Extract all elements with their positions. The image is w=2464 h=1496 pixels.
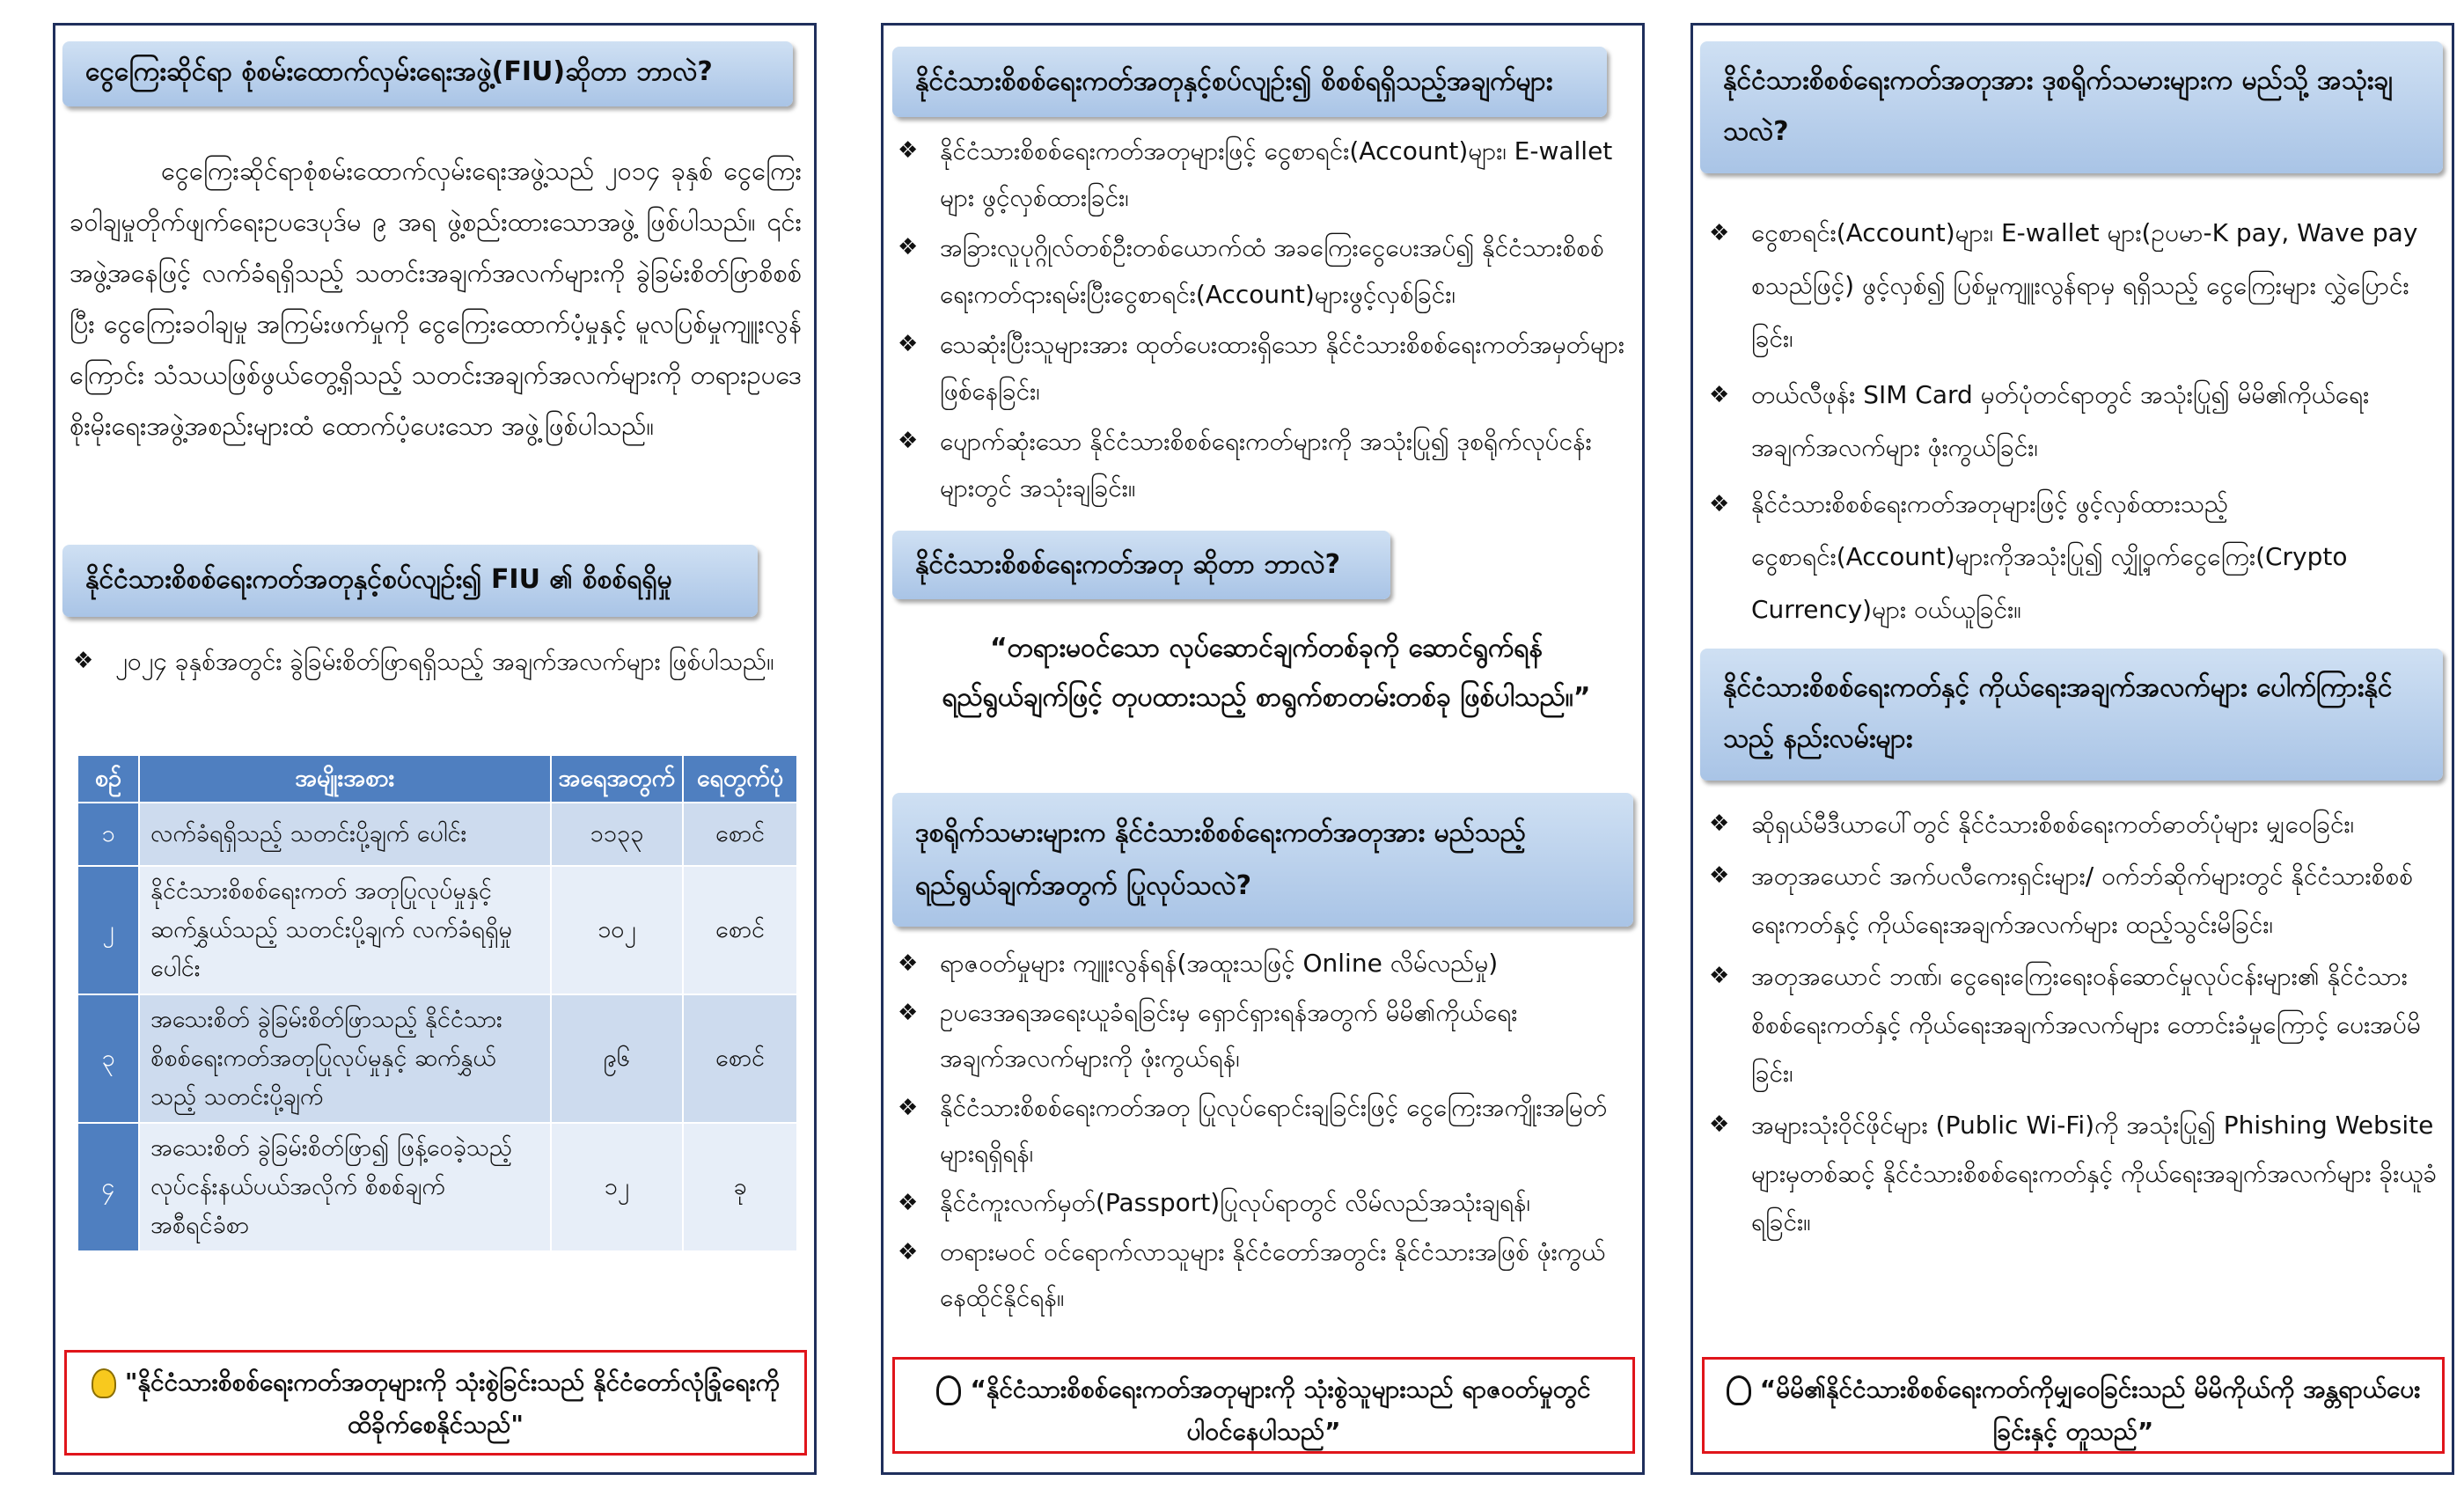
- tip-text: “မိမိ၏နိုင်ငံသားစိစစ်ရေးကတ်ကိုမျှဝေခြင်းသည် မိမိကိုယ်ကို အန္တရာယ်ပေးခြင်းနှင့် တူသည်”: [1759, 1375, 2421, 1446]
- list-item: ❖ အများသုံးဝိုင်ဖိုင်များ (Public Wi-Fi)ကို အသုံးပြု၍ Phishing Website များမှတစ်ဆင့် နိုင်ငံသားစိစစ်ရေးကတ်နှင့် ကိုယ်ရေးအချက်အလက်များ ခိုးယူခံရခြင်း။: [1705, 1101, 2441, 1246]
- row-count: ၉၆: [551, 994, 683, 1123]
- heading-how-criminals-use: နိုင်ငံသားစိစစ်ရေးကတ်အတုအား ဒုစရိုက်သမားများက မည်သို့ အသုံးချသလဲ?: [1700, 41, 2443, 173]
- findings-list: [894, 128, 1624, 515]
- row-type: နိုင်ငံသားစိစစ်ရေးကတ် အတုပြုလုပ်မှုနှင့်ဆက်နွှယ်သည့် သတင်းပို့ချက် လက်ခံရရှိမှုပေါင်း: [139, 866, 551, 994]
- list-item: ❖ နိုင်ငံသားစိစစ်ရေးကတ်အတုများဖြင့် ဖွင့်လှစ်ထားသည့် ငွေစာရင်း(Account)များကိုအသုံးပြု၍ လျှို့ဝှက်ငွေကြေး(Crypto Currency)များ ဝယ်ယူခြင်း။: [1705, 478, 2441, 636]
- tip-text: “နိုင်ငံသားစိစစ်ရေးကတ်အတုများကို သုံးစွဲသူများသည် ရာဇဝတ်မှုတွင် ပါဝင်နေပါသည်”: [970, 1375, 1591, 1446]
- col-header-no: စဉ်: [77, 755, 139, 803]
- list-item: ❖ နိုင်ငံကူးလက်မှတ်(Passport)ပြုလုပ်ရာတွင် လိမ်လည်အသုံးချရန်၊: [894, 1180, 1624, 1226]
- row-unit: ခု: [683, 1123, 797, 1251]
- tip-box: [892, 1357, 1635, 1454]
- heading-leak-methods: နိုင်ငံသားစိစစ်ရေးကတ်နှင့် ကိုယ်ရေးအချက်အလက်များ ပေါက်ကြားနိုင်သည့် နည်းလမ်းများ: [1700, 649, 2443, 781]
- list-item: ❖ အခြားလူပုဂ္ဂိုလ်တစ်ဦးတစ်ယောက်ထံ အခကြေးငွေပေးအပ်၍ နိုင်ငံသားစိစစ်ရေးကတ်၎ားရမ်းပြီးငွေစာရင်း(Account)များဖွင့်လှစ်ခြင်း၊: [894, 224, 1624, 318]
- table-header-row: [77, 755, 797, 803]
- list-item: ❖ ပျောက်ဆုံးသော နိုင်ငံသားစိစစ်ရေးကတ်များကို အသုံးပြု၍ ဒုစရိုက်လုပ်ငန်းများတွင် အသုံးချခြင်း။: [894, 418, 1624, 511]
- heading-findings: နိုင်ငံသားစိစစ်ရေးကတ်အတုနှင့်စပ်လျဉ်း၍ စိစစ်ရရှိသည့်အချက်များ: [892, 47, 1607, 117]
- heading-what-is-fiu: ငွေကြေးဆိုင်ရာ စုံစမ်းထောက်လှမ်းရေးအဖွဲ့(FIU)ဆိုတာ ဘာလဲ?: [62, 41, 793, 106]
- table-row: [77, 1123, 797, 1251]
- list-item: ❖ ၂၀၂၄ ခုနှစ်အတွင်း ခွဲခြမ်းစိတ်ဖြာရရှိသည့် အချက်အလက်များ ဖြစ်ပါသည်။: [70, 638, 802, 685]
- col-header-type: အမျိုးအစား: [139, 755, 551, 803]
- heading-purposes: ဒုစရိုက်သမားများက နိုင်ငံသားစိစစ်ရေးကတ်အတုအား မည်သည့်ရည်ရွယ်ချက်အတွက် ပြုလုပ်သလဲ?: [892, 793, 1633, 927]
- list-item: ❖ နိုင်ငံသားစိစစ်ရေးကတ်အတု ပြုလုပ်ရောင်းချခြင်းဖြင့် ငွေကြေးအကျိုးအမြတ်များရရှိရန်၊: [894, 1085, 1624, 1177]
- row-no: ၂: [77, 866, 139, 994]
- row-count: ၁၀၂: [551, 866, 683, 994]
- heading-what-is-fake-id: နိုင်ငံသားစိစစ်ရေးကတ်အတု ဆိုတာ ဘာလဲ?: [892, 531, 1390, 599]
- lightbulb-icon: [936, 1375, 961, 1405]
- list-item: ❖ ရာဇဝတ်မှုများ ကျူးလွန်ရန်(အထူးသဖြင့် Online လိမ်လည်မှု): [894, 941, 1624, 986]
- list-item: ❖ နိုင်ငံသားစိစစ်ရေးကတ်အတုများဖြင့် ငွေစာရင်း(Account)များ၊ E-wallet များ ဖွင့်လှစ်ထားခြင်း၊: [894, 128, 1624, 221]
- row-type: အသေးစိတ် ခွဲခြမ်းစိတ်ဖြာသည့် နိုင်ငံသားစိစစ်ရေးကတ်အတုပြုလုပ်မှုနှင့် ဆက်နွှယ်သည့် သတင်းပို့ချက်: [139, 994, 551, 1123]
- list-item: ❖ ငွေစာရင်း(Account)များ၊ E-wallet များ(ဥပမာ-K pay, Wave pay စသည်ဖြင့်) ဖွင့်လှစ်၍ ပြစ်မှုကျူးလွန်ရာမှ ရရှိသည့် ငွေကြေးများ လွှဲပြောင်းခြင်း၊: [1705, 207, 2441, 365]
- findings-table: [77, 754, 798, 1252]
- list-item: ❖ အတုအယောင် အက်ပလီကေးရှင်းများ/ ဝက်ဘ်ဆိုက်များတွင် နိုင်ငံသားစိစစ်ရေးကတ်နှင့် ကိုယ်ရေးအချက်အလက်များ ထည့်သွင်းမိခြင်း၊: [1705, 852, 2441, 949]
- row-type: လက်ခံရရှိသည့် သတင်းပို့ချက် ပေါင်း: [139, 803, 551, 866]
- tip-text: "နိုင်ငံသားစိစစ်ရေးကတ်အတုများကို သုံးစွဲခြင်းသည် နိုင်ငံတော်လုံခြုံရေးကို ထိခိုက်စေနိုင်သည်": [124, 1368, 781, 1439]
- table-row: [77, 994, 797, 1123]
- table-row: [77, 803, 797, 866]
- list-item: ❖ ဥပဒေအရအရေးယူခံရခြင်းမှ ရှောင်ရှားရန်အတွက် မိမိ၏ကိုယ်ရေးအချက်အလက်များကို ဖုံးကွယ်ရန်၊: [894, 990, 1624, 1082]
- list-item: ❖ တရားမဝင် ဝင်ရောက်လာသူများ နိုင်ငံတော်အတွင်း နိုင်ငံသားအဖြစ် ဖုံးကွယ်နေထိုင်နိုင်ရန်။: [894, 1229, 1624, 1321]
- usage-list: [1705, 207, 2441, 640]
- row-count: ၁၁၃၃: [551, 803, 683, 866]
- row-unit: စောင်: [683, 994, 797, 1123]
- row-no: ၁: [77, 803, 139, 866]
- panel-fiu: [53, 23, 817, 1475]
- lightbulb-icon: [92, 1368, 116, 1398]
- fiu-intro-paragraph: ငွေကြေးဆိုင်ရာစုံစမ်းထောက်လှမ်းရေးအဖွဲ့သည် ၂၀၁၄ ခုနှစ် ငွေကြေးခဝါချမှုတိုက်ဖျက်ရေးဥပဒေပုဒ်မ ၉ အရ ဖွဲ့စည်းထားသောအဖွဲ့ ဖြစ်ပါသည်။ ၎င်းအဖွဲ့အနေဖြင့် လက်ခံရရှိသည့် သတင်းအချက်အလက်များကို ခွဲခြမ်းစိတ်ဖြာစိစစ်ပြီး ငွေကြေးခဝါချမှု အကြမ်းဖက်မှုကို ငွေကြေးထောက်ပံ့မှုနှင့် မူလပြစ်မှုကျူးလွန်ကြောင်း သံသယဖြစ်ဖွယ်တွေ့ရှိသည့် သတင်းအချက်အလက်များကို တရားဥပဒေစိုးမိုးရေးအဖွဲ့အစည်းများထံ ထောက်ပံ့ပေးသော အဖွဲ့ဖြစ်ပါသည်။: [70, 156, 802, 441]
- list-item: ❖ အတုအယောင် ဘဏ်၊ ငွေရေးကြေးရေးဝန်ဆောင်မှုလုပ်ငန်းများ၏ နိုင်ငံသားစိစစ်ရေးကတ်နှင့် ကိုယ်ရေးအချက်အလက်များ တောင်းခံမှုကြောင့် ပေးအပ်မိခြင်း၊: [1705, 952, 2441, 1097]
- row-no: ၄: [77, 1123, 139, 1251]
- list-item: ❖ သေဆုံးပြီးသူများအား ထုတ်ပေးထားရှိသော နိုင်ငံသားစိစစ်ရေးကတ်အမှတ်များဖြစ်နေခြင်း၊: [894, 321, 1624, 414]
- purposes-list: [894, 941, 1624, 1324]
- lightbulb-icon: [1727, 1375, 1751, 1405]
- row-count: ၁၂: [551, 1123, 683, 1251]
- row-unit: စောင်: [683, 803, 797, 866]
- col-header-unit: ရေတွက်ပုံ: [683, 755, 797, 803]
- panel-findings: [881, 23, 1645, 1475]
- tip-box: [1702, 1357, 2445, 1454]
- row-no: ၃: [77, 994, 139, 1123]
- heading-fiu-findings: နိုင်ငံသားစိစစ်ရေးကတ်အတုနှင့်စပ်လျဉ်း၍ FIU ၏ စိစစ်ရရှိမှု: [62, 545, 758, 617]
- row-type: အသေးစိတ် ခွဲခြမ်းစိတ်ဖြာ၍ ဖြန့်ဝေခဲ့သည့် လုပ်ငန်းနယ်ပယ်အလိုက် စိစစ်ချက်အစီရင်ခံစာ: [139, 1123, 551, 1251]
- leak-methods-list: [1705, 800, 2441, 1250]
- tip-box: [64, 1350, 807, 1456]
- findings-bullet-list: [70, 638, 802, 688]
- row-unit: စောင်: [683, 866, 797, 994]
- list-item: ❖ ဆိုရှယ်မီဒီယာပေါ်တွင် နိုင်ငံသားစိစစ်ရေးကတ်ဓာတ်ပုံများ မျှဝေခြင်း၊: [1705, 800, 2441, 848]
- table-row: [77, 866, 797, 994]
- list-item: ❖ တယ်လီဖုန်း SIM Card မှတ်ပုံတင်ရာတွင် အသုံးပြု၍ မိမိ၏ကိုယ်ရေးအချက်အလက်များ ဖုံးကွယ်ခြင်း၊: [1705, 369, 2441, 474]
- panel-usage: [1690, 23, 2454, 1475]
- col-header-count: အရေအတွက်: [551, 755, 683, 803]
- fake-id-definition-quote: “တရားမဝင်သော လုပ်ဆောင်ချက်တစ်ခုကို ဆောင်ရွက်ရန် ရည်ရွယ်ချက်ဖြင့် တုပထားသည့် စာရွက်စာတမ်းတစ်ခု ဖြစ်ပါသည်။”: [942, 633, 1591, 713]
